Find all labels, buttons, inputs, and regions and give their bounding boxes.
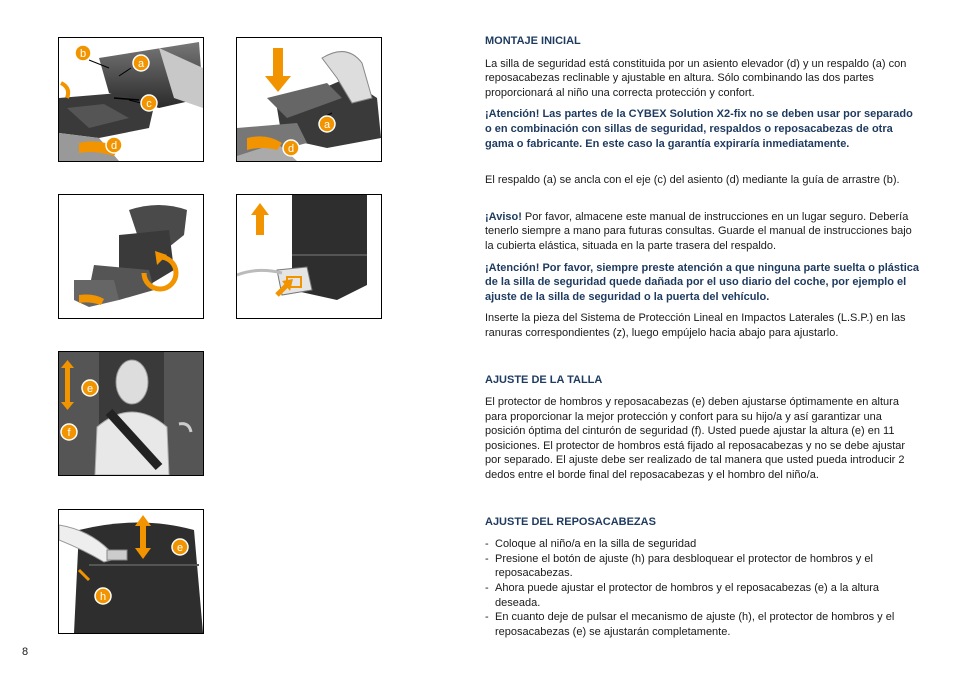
label-e [172, 539, 188, 555]
label-f [61, 424, 77, 440]
svg-text:a: a [323, 119, 331, 131]
label-e [82, 380, 98, 396]
list-item: - En cuanto deje de pulsar el mecanismo de ajuste (h), el protector de hombros y el reposacabezas (e) se ajustarán completamente. [485, 610, 921, 639]
figure-seat-recline [58, 194, 204, 319]
list-item: - Presione el botón de ajuste (h) para desbloquear el protector de hombros y el reposacabezas. [485, 552, 921, 581]
text-column [485, 34, 921, 639]
montaje-paragraph-3: Inserte la pieza del Sistema de Protección Lineal en Impactos Laterales (L.S.P.) en las ranuras correspondientes (z), luego empújelo hacia abajo para ajustarlo. [485, 312, 906, 339]
figure-headrest-adjust [58, 509, 204, 634]
page-number: 8 [22, 646, 29, 658]
montaje-warning-2: ¡Atención! Por favor, siempre preste atención a que ninguna parte suelta o plástica de la silla de seguridad quede dañada por el uso diario del coche, por ejemplo el ajuste de la silla de seguridad o la puerta del vehículo. [485, 261, 919, 303]
label-c [141, 95, 157, 111]
figure-seat-assembly [236, 37, 382, 162]
list-item: - Ahora puede ajustar el protector de hombros y el reposacabezas (e) a la altura deseada. [485, 581, 921, 610]
montaje-paragraph-1: La silla de seguridad está constituida por un asiento elevador (d) y un respaldo (a) con reposacabezas reclinable y ajustable en altura. Sólo combinando las dos partes proporcionará al niño una correcta protección y confort. [485, 57, 907, 99]
label-d [106, 137, 122, 153]
label-a [319, 116, 335, 132]
aviso-paragraph [485, 210, 921, 254]
reposacabezas-steps [485, 537, 921, 639]
svg-text:d: d [110, 140, 118, 152]
figure-lsp-insert [236, 194, 382, 319]
heading-reposacabezas: AJUSTE DEL REPOSACABEZAS [485, 515, 656, 528]
svg-text:h: h [99, 591, 107, 603]
aviso-label: ¡Aviso! [485, 210, 522, 223]
label-h [95, 588, 111, 604]
talla-paragraph: El protector de hombros y reposacabezas (e) deben ajustarse óptimamente en altura para proporcionar la mejor protección y confort para su hijo/a y así garantizar una posición óptima del cinturón de seguridad (f). Usted puede ajustar la altura (e) en 11 posiciones. El protector de hombros está fijado al reposacabezas y no se debe ajustar por separado. El ajuste debe ser realizado de tal manera que usted pueda introducir 2 dedos entre el borde final del reposacabezas y el hombro del niño/a. [485, 396, 906, 482]
list-item: - Coloque al niño/a en la silla de seguridad [485, 537, 921, 552]
heading-talla: AJUSTE DE LA TALLA [485, 373, 603, 386]
label-a [133, 55, 149, 71]
svg-text:e: e [86, 383, 94, 395]
svg-text:c: c [146, 98, 152, 110]
figure-seat-parts [58, 37, 204, 162]
svg-text:a: a [137, 58, 145, 70]
svg-text:b: b [79, 48, 87, 60]
svg-text:d: d [287, 143, 295, 155]
svg-text:f: f [67, 427, 71, 439]
svg-text:e: e [176, 542, 184, 554]
heading-montaje: MONTAJE INICIAL [485, 35, 581, 47]
label-b [75, 45, 91, 61]
label-d [283, 140, 299, 156]
montaje-warning-1: ¡Atención! Las partes de la CYBEX Solution X2-fix no se deben usar por separado o en combinación con sillas de seguridad, respaldos o reposacabezas de otra gama o fabricante. En este caso la garantía expiraría inmediatamente. [485, 108, 913, 150]
figure-height-adjust [58, 351, 204, 476]
aviso-text: Por favor, almacene este manual de instrucciones en un lugar seguro. Debería tenerlo siempre a mano para futuras consultas. Guarde el manual de instrucciones bajo la cubierta elástica, situada en la parte trasera del respaldo. [485, 210, 912, 252]
montaje-paragraph-2: El respaldo (a) se ancla con el eje (c) del asiento (d) mediante la guía de arrastre (b). [485, 174, 900, 187]
